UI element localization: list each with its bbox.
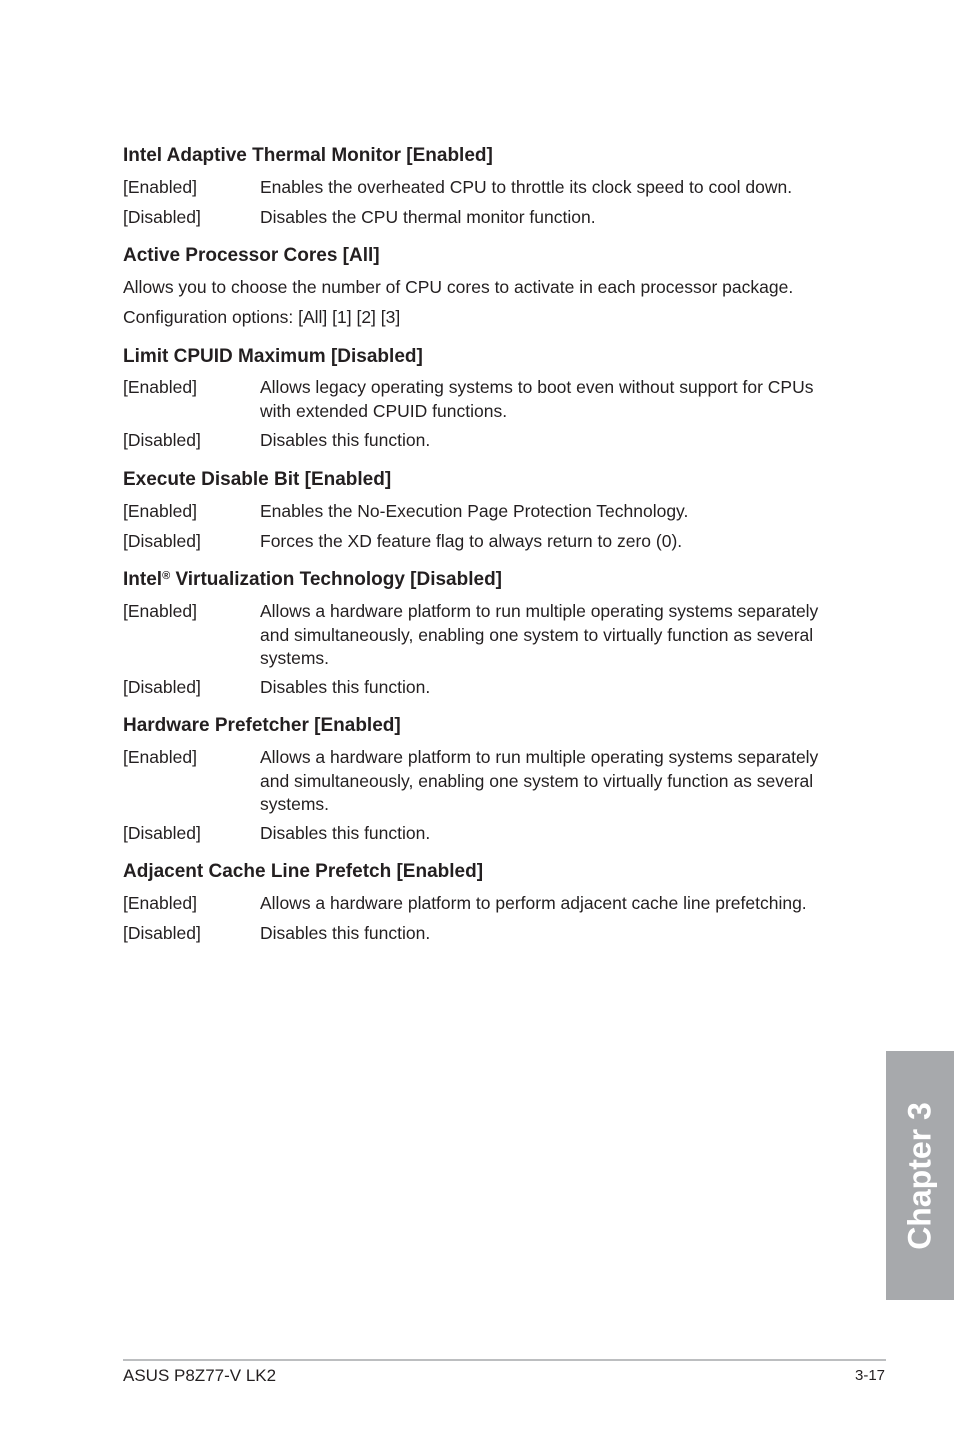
option-label: [Disabled] [123, 677, 201, 697]
option-label: [Enabled] [123, 377, 197, 397]
heading-prefix: Intel [123, 569, 163, 590]
option-label: [Disabled] [123, 823, 201, 843]
option-label: [Enabled] [123, 177, 197, 197]
option-description: Enables the No-Execution Page Protection Technology. [260, 501, 689, 521]
option-label: [Enabled] [123, 501, 197, 521]
option-description: Allows legacy operating systems to boot even without support for CPUs with extended CPUID functions. [260, 377, 814, 421]
section-paragraph: Allows you to choose the number of CPU cores to activate in each processor package. [123, 277, 794, 297]
option-label: [Disabled] [123, 207, 201, 227]
section-heading-virtualization [123, 569, 502, 591]
option-description: Allows a hardware platform to run multiple operating systems separately and simultaneously, enabling one system to virtually function as several systems. [260, 601, 819, 668]
footer-product-name: ASUS P8Z77-V LK2 [123, 1366, 277, 1385]
option-description: Forces the XD feature flag to always return to zero (0). [260, 531, 683, 551]
registered-mark: ® [162, 570, 171, 582]
option-description: Allows a hardware platform to perform adjacent cache line prefetching. [260, 893, 807, 913]
section-paragraph: Configuration options: [All] [1] [2] [3] [123, 307, 401, 327]
heading-rest: Virtualization Technology [Disabled] [170, 569, 503, 590]
option-label: [Enabled] [123, 601, 197, 621]
option-label: [Disabled] [123, 430, 201, 450]
option-description: Disables the CPU thermal monitor function. [260, 207, 596, 227]
chapter-tab-label: Chapter 3 [901, 1101, 938, 1250]
option-description: Disables this function. [260, 430, 431, 450]
option-description: Disables this function. [260, 677, 431, 697]
section-heading-adjacent-cache: Adjacent Cache Line Prefetch [Enabled] [123, 861, 484, 882]
section-heading-active-cores: Active Processor Cores [All] [123, 245, 380, 266]
footer-divider [123, 1359, 886, 1361]
option-description: Disables this function. [260, 823, 431, 843]
option-description: Disables this function. [260, 923, 431, 943]
section-heading-hw-prefetcher: Hardware Prefetcher [Enabled] [123, 715, 401, 736]
option-description: Enables the overheated CPU to throttle its clock speed to cool down. [260, 177, 793, 197]
option-label: [Enabled] [123, 747, 197, 767]
option-label: [Enabled] [123, 893, 197, 913]
footer-page-number: 3-17 [855, 1367, 886, 1384]
section-heading-thermal-monitor: Intel Adaptive Thermal Monitor [Enabled] [123, 145, 493, 166]
section-heading-cpuid-max: Limit CPUID Maximum [Disabled] [123, 346, 423, 367]
option-label: [Disabled] [123, 923, 201, 943]
section-heading-execute-disable: Execute Disable Bit [Enabled] [123, 469, 392, 490]
chapter-tab [886, 1051, 954, 1300]
option-label: [Disabled] [123, 531, 201, 551]
option-description: Allows a hardware platform to run multiple operating systems separately and simultaneously, enabling one system to virtually function as several systems. [260, 747, 819, 814]
